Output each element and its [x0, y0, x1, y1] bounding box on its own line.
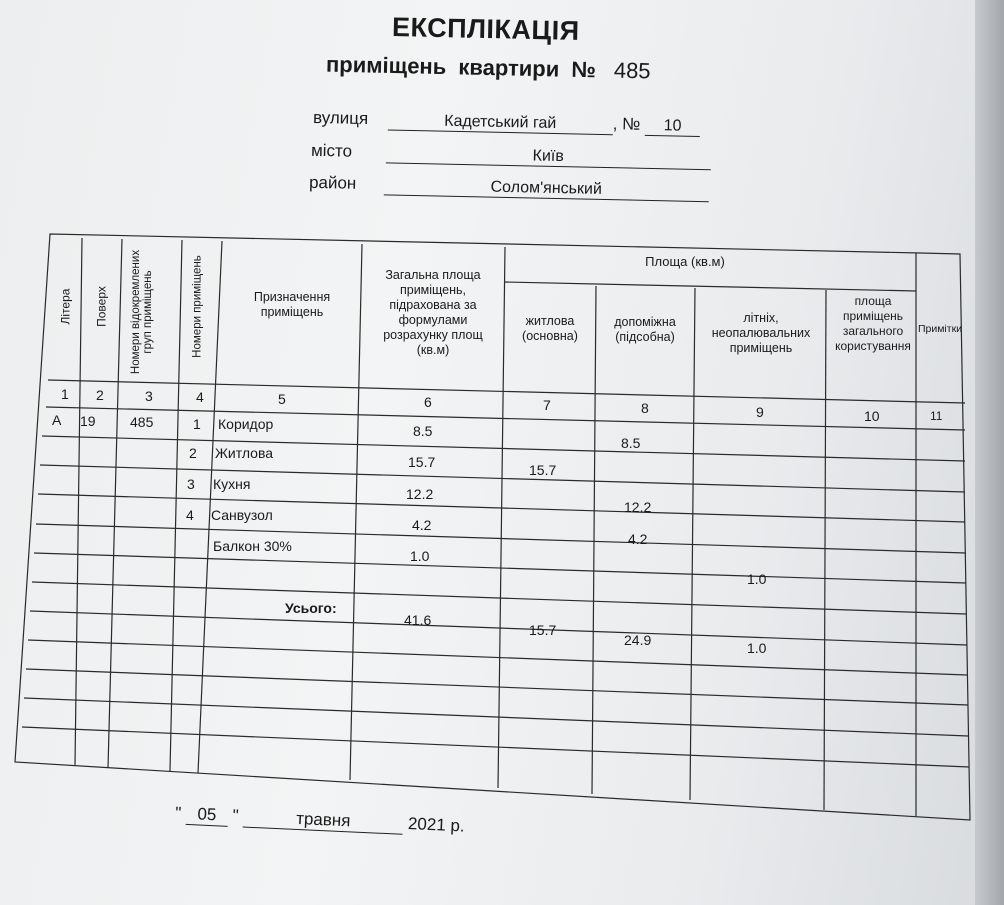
total-area: 41.6	[404, 612, 432, 628]
district-label: район	[308, 172, 357, 193]
date-year: 2021 р.	[407, 814, 466, 836]
row1-room: 1	[193, 416, 201, 432]
header-auxiliary: допоміжна (підсобна)	[614, 315, 676, 344]
colnum-10: 10	[864, 408, 880, 424]
city-value: Київ	[386, 144, 711, 170]
district-value: Солом'янський	[384, 176, 709, 202]
apartment-number: 485	[613, 57, 651, 84]
header-floor: Поверх	[94, 286, 109, 327]
header-bottom-line	[48, 380, 965, 403]
row5-purpose: Балкон 30%	[213, 538, 292, 554]
date-month: травня	[243, 807, 404, 835]
header-total-area: Загальна площа приміщень, підрахована за формулами розрахунку площ (кв.м)	[383, 268, 483, 357]
colnum-5: 5	[278, 391, 286, 407]
row1-aux: 8.5	[621, 435, 641, 451]
colnum-2: 2	[96, 387, 104, 403]
header-area-group: Площа (кв.м)	[645, 254, 725, 269]
row1-group: 485	[130, 414, 154, 430]
subtitle-text: приміщень квартири №	[325, 51, 597, 83]
row4-total: 4.2	[412, 517, 432, 533]
number-label: , №	[612, 114, 641, 134]
header-room-numbers: Номери приміщень	[191, 255, 204, 358]
row2-purpose: Житлова	[215, 445, 274, 461]
row2-room: 2	[189, 445, 197, 461]
row2-total: 15.7	[408, 454, 436, 470]
total-living: 15.7	[529, 622, 557, 638]
total-aux: 24.9	[624, 632, 652, 648]
street-value: Кадетський гай	[388, 112, 613, 136]
street-label: вулиця	[312, 107, 369, 129]
colnum-bottom-line	[46, 407, 965, 430]
header-litera: Літера	[58, 288, 73, 325]
header-purpose: Призначення приміщень	[253, 290, 331, 319]
header-group-numbers: Номери відокремлених груп приміщень	[130, 249, 154, 375]
row1-litera: А	[52, 412, 62, 428]
total-label: Усього:	[285, 600, 337, 616]
header-notes: Примітки	[917, 323, 963, 335]
date-open-quote: "	[174, 803, 182, 823]
colnum-9: 9	[756, 404, 764, 420]
header-living: житлова (основна)	[522, 314, 578, 343]
header-summer: літніх, неопалювальних приміщень	[711, 311, 811, 355]
colnum-11: 11	[930, 409, 943, 423]
colnum-1: 1	[61, 386, 69, 402]
row3-aux: 12.2	[624, 499, 652, 515]
row5-summer: 1.0	[747, 571, 767, 587]
row3-purpose: Кухня	[213, 476, 251, 492]
header-common: площа приміщень загального користування	[835, 294, 911, 353]
total-summer: 1.0	[747, 640, 767, 656]
colnum-7: 7	[543, 397, 551, 413]
house-number: 10	[645, 117, 700, 137]
row4-room: 4	[186, 507, 194, 523]
row2-living: 15.7	[529, 462, 557, 478]
colnum-3: 3	[145, 388, 153, 404]
row1-purpose: Коридор	[218, 416, 274, 432]
row3-total: 12.2	[406, 486, 434, 502]
date-day: 05	[185, 804, 228, 827]
row4-aux: 4.2	[628, 531, 648, 547]
colnum-8: 8	[641, 400, 649, 416]
date-close-quote: "	[232, 806, 240, 826]
colnum-4: 4	[196, 389, 204, 405]
col-line-1	[75, 238, 82, 765]
row1-floor: 19	[80, 413, 96, 429]
document-title: ЕКСПЛІКАЦІЯ	[391, 12, 580, 46]
row4-purpose: Санвузол	[211, 507, 273, 523]
colnum-6: 6	[424, 394, 432, 410]
row5-total: 1.0	[410, 548, 430, 564]
area-group-line	[505, 282, 916, 291]
row1-total: 8.5	[413, 423, 433, 439]
city-label: місто	[310, 140, 353, 161]
row3-room: 3	[187, 476, 195, 492]
